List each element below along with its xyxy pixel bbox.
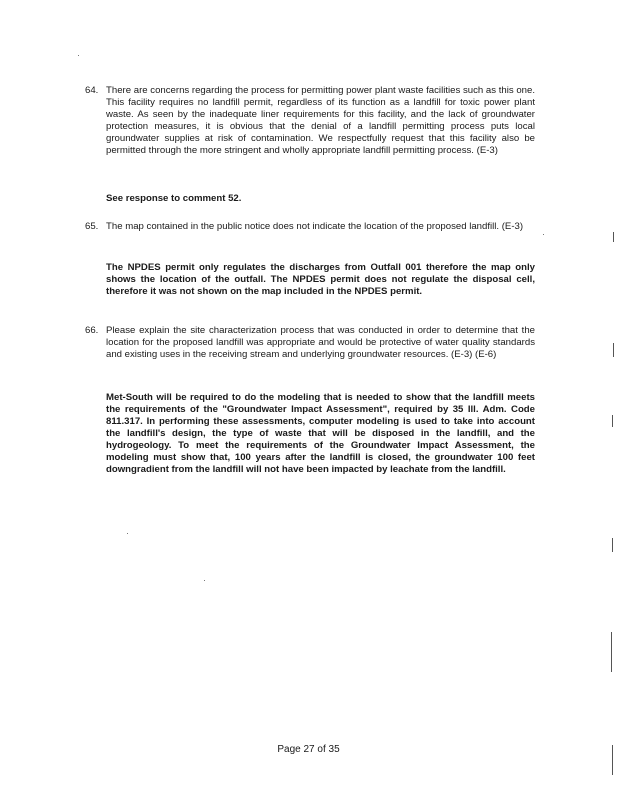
response-65: The NPDES permit only regulates the discharges from Outfall 001 therefore the map only shows the location of the outfall. The NPDES permit does not regulate the disposal cell, therefore it was not shown on the map included in the NPDES permit. bbox=[106, 262, 535, 297]
comment-text: Please explain the site characterization process that was conducted in order to determine that the location for the proposed landfill was appropriate and would be protective of water quality standards and existing uses in the receiving stream and underlying groundwater resources. (E-3) (E-6) bbox=[106, 325, 535, 360]
scan-mark bbox=[612, 415, 613, 427]
scan-mark bbox=[613, 343, 614, 357]
comment-number: 64. bbox=[85, 85, 99, 96]
scan-mark bbox=[613, 232, 614, 242]
comment-text: The map contained in the public notice does not indicate the location of the proposed landfill. (E-3) bbox=[106, 221, 524, 232]
comment-number: 66. bbox=[85, 325, 99, 336]
page-number: Page 27 of 35 bbox=[277, 744, 340, 755]
scan-dot bbox=[543, 234, 544, 235]
comment-65 bbox=[85, 221, 535, 233]
scan-dot bbox=[78, 55, 79, 56]
response-64: See response to comment 52. bbox=[106, 193, 242, 204]
scan-mark bbox=[612, 745, 613, 775]
comment-66 bbox=[85, 325, 535, 361]
comment-number: 65. bbox=[85, 221, 99, 232]
comment-64 bbox=[85, 85, 535, 157]
scan-mark bbox=[612, 538, 613, 552]
comment-text: There are concerns regarding the process for permitting power plant waste facilities such as this one. This facility requires no landfill permit, regardless of its function as a landfill for toxic power plant waste. As seen by the inadequate liner requirements for this facility, and the lack of groundwater protection measures, it is obvious that the denial of a landfill permitting process puts local groundwater supplies at risk of contamination. We respectfully request that this facility also be permitted through the more stringent and wholly appropriate landfill permitting process. (E-3) bbox=[106, 85, 535, 156]
scan-dot bbox=[204, 580, 205, 581]
response-66: Met-South will be required to do the modeling that is needed to show that the landfill meets the requirements of the "Groundwater Impact Assessment", required by 35 Ill. Adm. Code 811.317. In performing these assessments, computer modeling is used to take into account the landfill's design, the type of waste that will be disposed in the landfill, and the hydrogeology. To meet the requirements of the Groundwater Impact Assessment, the modeling must show that, 100 years after the landfill is closed, the groundwater 100 feet downgradient from the landfill will not have been impacted by leachate from the landfill. bbox=[106, 392, 535, 475]
scan-dot bbox=[127, 533, 128, 534]
scan-mark bbox=[611, 632, 612, 672]
